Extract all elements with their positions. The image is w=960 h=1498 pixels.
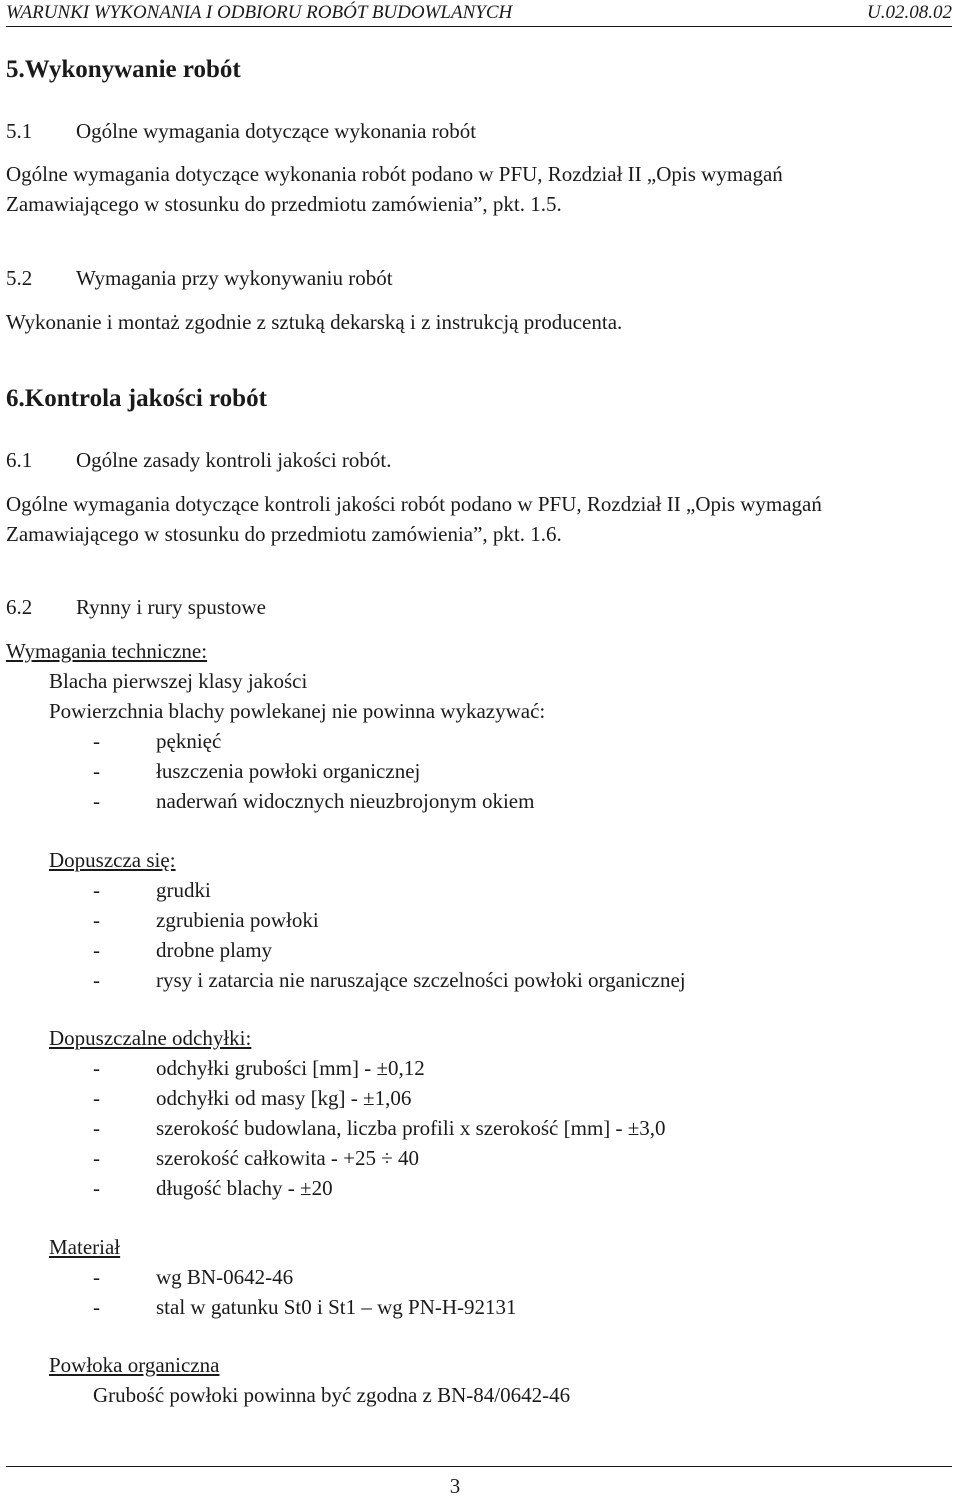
list-item: - naderwań widocznych nieuzbrojonym okiem [93, 789, 535, 813]
section-number: 6.1 [6, 448, 33, 472]
paragraph-line: Ogólne wymagania dotyczące kontroli jakości robót podano w PFU, Rozdział II „Opis wymagań [6, 492, 822, 516]
section-5-1-title [6, 118, 476, 144]
list-item: - pęknięć [93, 729, 222, 753]
list-item: - długość blachy - ±20 [93, 1176, 333, 1200]
paragraph-line: Powierzchnia blachy powlekanej nie powinna wykazywać: [49, 699, 546, 723]
section-number: 5.1 [6, 119, 33, 143]
page-number: 3 [449, 1474, 461, 1498]
list-item: - rysy i zatarcia nie naruszające szczelności powłoki organicznej [93, 968, 686, 992]
list-item: - szerokość całkowita - +25 ÷ 40 [93, 1146, 420, 1170]
list-item: - łuszczenia powłoki organicznej [93, 759, 421, 783]
list-item: - wg BN-0642-46 [93, 1265, 294, 1289]
list-item: - zgrubienia powłoki [93, 908, 319, 932]
section-title: Wymagania przy wykonywaniu robót [76, 266, 393, 290]
section-number: 5.2 [6, 266, 33, 290]
coating-label: Powłoka organiczna [49, 1353, 220, 1377]
section-title: Rynny i rury spustowe [76, 595, 266, 619]
section-5-heading: 5.Wykonywanie robót [6, 56, 241, 83]
footer-divider [6, 1466, 952, 1467]
list-item: - szerokość budowlana, liczba profili x szerokość [mm] - ±3,0 [93, 1116, 666, 1140]
section-5-2-title [6, 265, 393, 291]
list-item: - grudki [93, 878, 211, 902]
section-title: Ogólne zasady kontroli jakości robót. [76, 448, 392, 472]
paragraph-line: Ogólne wymagania dotyczące wykonania robót podano w PFU, Rozdział II „Opis wymagań [6, 162, 783, 186]
section-6-2-title [6, 594, 266, 620]
paragraph-line: Grubość powłoki powinna być zgodna z BN-84/0642-46 [93, 1383, 571, 1407]
header-code: U.02.08.02 [867, 2, 952, 23]
section-6-heading: 6.Kontrola jakości robót [6, 385, 267, 412]
tolerances-label: Dopuszczalne odchyłki: [49, 1026, 252, 1050]
list-item: - drobne plamy [93, 938, 273, 962]
material-label: Materiał [49, 1235, 121, 1259]
paragraph-line: Blacha pierwszej klasy jakości [49, 669, 308, 693]
list-item: - odchyłki od masy [kg] - ±1,06 [93, 1086, 412, 1110]
paragraph-line: Wykonanie i montaż zgodnie z sztuką dekarską i z instrukcją producenta. [6, 310, 623, 334]
list-item: - odchyłki grubości [mm] - ±0,12 [93, 1056, 425, 1080]
allowed-label: Dopuszcza się: [49, 848, 176, 872]
section-title: Ogólne wymagania dotyczące wykonania robót [76, 119, 477, 143]
section-number: 6.2 [6, 595, 33, 619]
tech-requirements-label: Wymagania techniczne: [6, 639, 208, 663]
paragraph-line: Zamawiającego w stosunku do przedmiotu zamówienia”, pkt. 1.6. [6, 522, 562, 546]
list-item: - stal w gatunku St0 i St1 – wg PN-H-92131 [93, 1295, 517, 1319]
page-header [6, 0, 952, 27]
header-title: WARUNKI WYKONANIA I ODBIORU ROBÓT BUDOWLANYCH [6, 2, 513, 23]
paragraph-line: Zamawiającego w stosunku do przedmiotu zamówienia”, pkt. 1.5. [6, 192, 562, 216]
section-6-1-title [6, 447, 392, 473]
